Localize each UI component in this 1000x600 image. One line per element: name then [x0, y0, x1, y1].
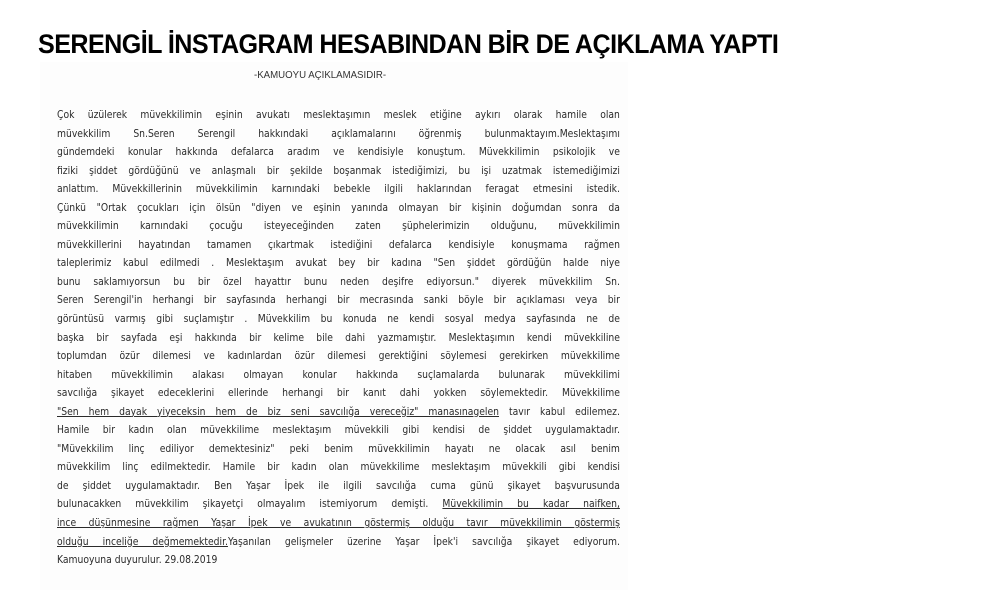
statement-line [57, 478, 620, 497]
statement-line [57, 330, 620, 349]
statement-line [57, 496, 620, 515]
statement-line [57, 255, 620, 274]
underlined-text-segment: "Sen hem dayak yiyeceksin hem de biz seni savcılığa vereceğiz" manasınagelen [57, 406, 499, 418]
statement-line [57, 534, 620, 553]
statement-line [57, 385, 620, 404]
text-segment: Çok üzülerek müvekkilimin eşinin avukatı meslektaşımın meslek etiğine aykırı olarak hamile olan [57, 110, 620, 121]
statement-line [57, 218, 620, 237]
statement-line [57, 200, 620, 219]
statement-line [57, 237, 620, 256]
statement-line [57, 311, 620, 330]
underlined-text-segment: ince düşünmesine rağmen Yaşar İpek ve avukatının göstermiş olduğu tavır müvekkilimin göstermiş [57, 518, 620, 530]
text-segment: müvekkilim linç edilmektedir. Hamile bir kadın olan müvekkilime meslektaşım müvekkili gibi kendisi [57, 462, 620, 474]
statement-line [57, 367, 620, 386]
statement-line [57, 107, 620, 126]
statement-line [57, 274, 620, 293]
statement-line [57, 348, 620, 367]
statement-line [57, 422, 620, 441]
text-segment: Kamuoyuna duyurulur. 29.08.2019 [57, 555, 218, 567]
statement-body [57, 107, 620, 571]
text-segment: Çünkü "Ortak çocukları için ölsün "diyen ve eşinin yanında olmayan bir kişinin doğumdan sonra da [57, 202, 620, 214]
text-segment: müvekkilimin karnındaki çocuğu isteyeceğinden zaten şüphelerimizin olduğunu, müvekkilimin [57, 221, 620, 233]
statement-subtitle: -KAMUOYU AÇIKLAMASIDIR- [254, 69, 387, 81]
text-segment: "Müvekkilim linç ediliyor demektesiniz" peki benim müvekkilimin hayatı ne olacak asıl benim [57, 443, 620, 455]
text-segment: fiziki şiddet gördüğünü ve anlaşmalı bir şekilde boşanmak istediğimizi, bu işi uzatmak istemediğimizi [57, 165, 620, 177]
text-segment: görüntüsü varmış gibi suçlamıştır . Müvekkilim bu konuda ne kendi sosyal medya sayfasında ne de [57, 314, 620, 326]
statement-line [57, 404, 620, 423]
text-segment: anlattım. Müvekkillerinin müvekkilimin karnındaki bebekle ilgili haklarından feragat etmesini istedik. [57, 184, 620, 196]
statement-line [57, 181, 620, 200]
text-segment: savcılığa şikayet edeceklerini ellerinde herhangi bir kanıt dahi yokken söylemektedir. Müvekkilime [57, 388, 620, 400]
text-segment: bunu saklamıyorsun bu bir özel hayattır bunu neden deşifre ediyorsun." diyerek müvekkilim Sn. [57, 276, 620, 288]
text-segment: Hamile bir kadın olan müvekkilime meslektaşım müvekkili gibi kendisi de şiddet uygulamaktadır. [57, 425, 620, 437]
text-segment: tavır kabul edilemez. [498, 406, 620, 418]
text-segment: Seren Serengil'in herhangi bir sayfasında herhangi bir mecrasında sanki böyle bir açıklaması veya bir [57, 295, 620, 307]
statement-line [57, 126, 620, 145]
text-segment: başka bir sayfada eşi hakkında bir kelime bile dahi yazmamıştır. Meslektaşımın kendi müvekkiline [57, 332, 620, 344]
article-headline: SERENGİL İNSTAGRAM HESABINDAN BİR DE AÇIKLAMA YAPTI [38, 29, 779, 59]
text-segment: müvekkilim Sn.Seren Serengil hakkındaki açıklamalarını öğrenmiş bulunmaktayım.Meslektaşımı [57, 128, 620, 140]
statement-line [57, 144, 620, 163]
text-segment: bulunacakken müvekkilim şikayetçi olmayalım istemiyorum demişti. [57, 499, 443, 511]
statement-line [57, 163, 620, 182]
text-segment: taleplerimiz kabul edilmedi . Meslektaşım avukat bey bir kadına "Sen şiddet gördüğün halde niye [57, 258, 620, 270]
text-segment: hitaben müvekkilimin alakası olmayan konular hakkında suçlamalarda bulunarak müvekkilimi [57, 369, 620, 381]
text-segment: toplumdan özür dilemesi ve kadınlardan özür dilemesi gerektiğini söylemesi gerekirken müvekkilime [57, 351, 620, 363]
statement-line [57, 292, 620, 311]
text-segment: müvekkillerini hayatından tamamen çıkartmak istediğini defalarca kendisiyle konuşmama rağmen [57, 239, 620, 251]
text-segment: gündemdeki konular hakkında defalarca aradım ve kendisiyle konuştum. Müvekkilimin psikolojik ve [57, 147, 620, 159]
underlined-text-segment: olduğu inceliğe değmemektedir. [57, 536, 228, 548]
statement-line [57, 552, 620, 571]
underlined-text-segment: Müvekkilimin bu kadar naifken, [442, 499, 620, 511]
text-segment: de şiddet uygulamaktadır. Ben Yaşar İpek ile ilgili savcılığa cuma günü şikayet başvurusunda [57, 480, 620, 492]
text-segment: Yaşanılan gelişmeler üzerine Yaşar İpek'i savcılığa şikayet ediyorum. [227, 536, 620, 548]
statement-line [57, 441, 620, 460]
statement-line [57, 459, 620, 478]
statement-line [57, 515, 620, 534]
